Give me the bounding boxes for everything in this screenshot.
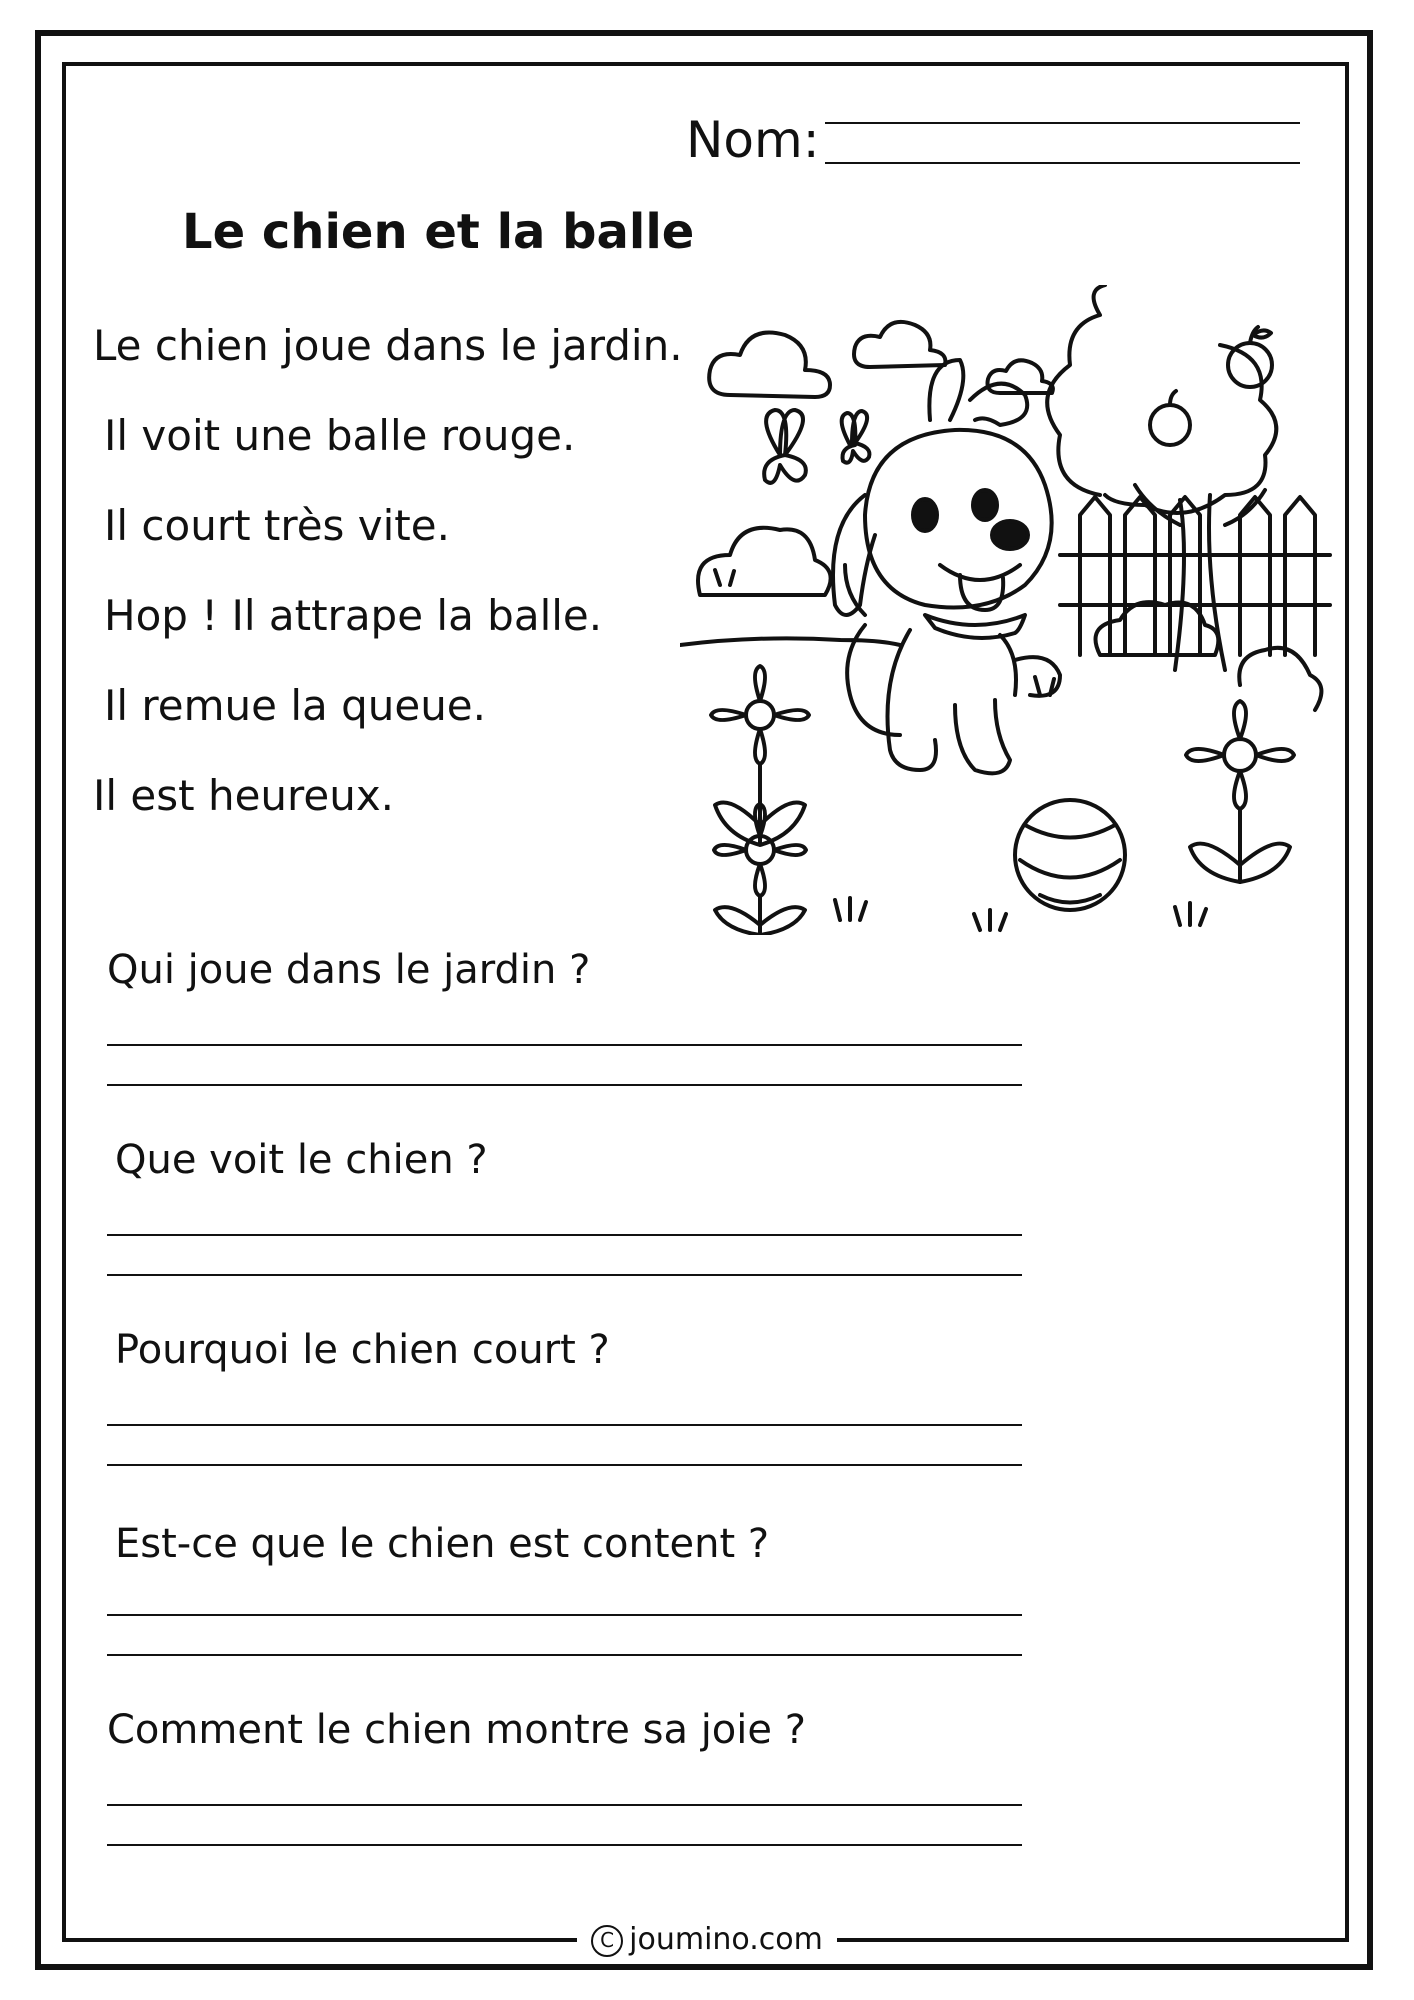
answer-line[interactable]	[107, 1424, 1022, 1426]
story-line: Il voit une balle rouge.	[104, 411, 576, 460]
footer-site[interactable]: joumino.com	[629, 1922, 823, 1957]
answer-line[interactable]	[107, 1044, 1022, 1046]
butterfly-icon	[764, 410, 806, 483]
footer	[0, 1920, 1414, 1960]
story-line: Hop ! Il attrape la balle.	[104, 591, 603, 640]
bush-icon	[1239, 648, 1321, 710]
fence-icon	[1060, 497, 1330, 655]
answer-line[interactable]	[107, 1614, 1022, 1616]
flower-icon	[1186, 701, 1294, 882]
tree-icon	[1047, 285, 1276, 513]
apple-icon	[1228, 343, 1272, 387]
name-label: Nom:	[686, 111, 820, 169]
copyright-icon: C	[591, 1925, 623, 1957]
apple-icon	[1150, 405, 1190, 445]
question-4: Est-ce que le chien est content ?	[115, 1521, 770, 1567]
ground-line	[680, 638, 900, 645]
footer-credit	[577, 1920, 837, 1960]
worksheet-title: Le chien et la balle	[182, 204, 695, 260]
story-line: Le chien joue dans le jardin.	[93, 321, 683, 370]
answer-line[interactable]	[107, 1084, 1022, 1086]
butterfly-icon	[842, 411, 870, 463]
answer-line[interactable]	[107, 1654, 1022, 1656]
question-2: Que voit le chien ?	[115, 1137, 488, 1183]
answer-line[interactable]	[107, 1804, 1022, 1806]
ball-icon	[1015, 800, 1125, 910]
story-line: Il remue la queue.	[104, 681, 486, 730]
answer-line[interactable]	[107, 1844, 1022, 1846]
name-line-top[interactable]	[825, 122, 1300, 124]
answer-line[interactable]	[107, 1234, 1022, 1236]
dog-ball-illustration	[680, 285, 1340, 935]
question-5: Comment le chien montre sa joie ?	[107, 1707, 806, 1753]
story-line: Il court très vite.	[104, 501, 450, 550]
name-line-bottom[interactable]	[825, 162, 1300, 164]
answer-line[interactable]	[107, 1464, 1022, 1466]
cloud-icon	[988, 360, 1053, 393]
cloud-icon	[709, 333, 830, 398]
question-3: Pourquoi le chien court ?	[115, 1327, 610, 1373]
story-line: Il est heureux.	[93, 771, 395, 820]
flower-icon	[711, 666, 809, 845]
answer-line[interactable]	[107, 1274, 1022, 1276]
cloud-icon	[854, 322, 945, 367]
question-1: Qui joue dans le jardin ?	[107, 947, 591, 993]
